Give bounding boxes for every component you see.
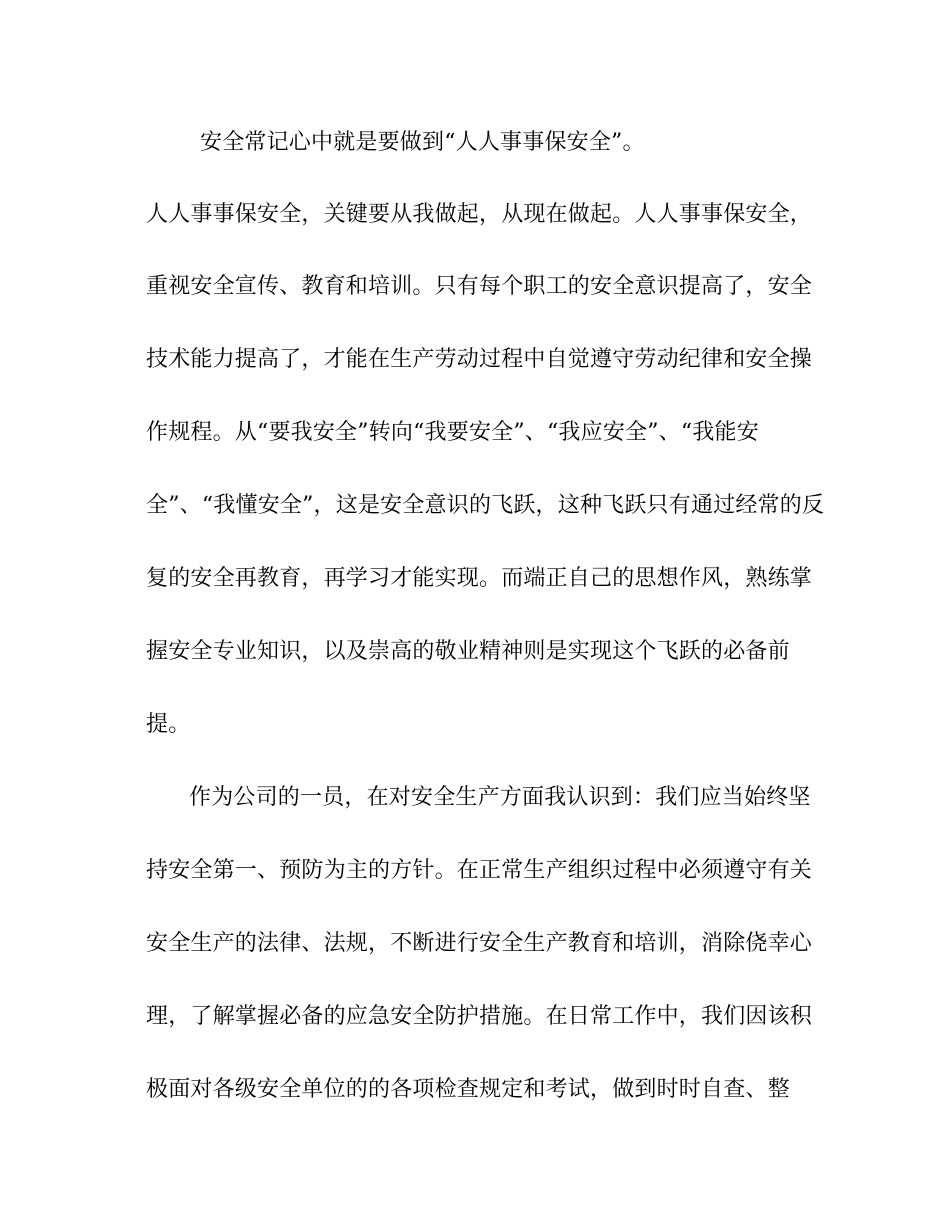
text-line-8: 握安全专业知识，以及崇高的敬业精神则是实现这个飞跃的必备前	[146, 639, 790, 664]
text-line-11: 持安全第一、预防为主的方针。在正常生产组织过程中必须遵守有关	[146, 858, 813, 883]
text-line-12: 安全生产的法律、法规，不断进行安全生产教育和培训，消除侥幸心	[146, 931, 813, 956]
text-line-6: 全”、“我懂安全”，这是安全意识的飞跃，这种飞跃只有通过经常的反	[146, 493, 825, 518]
text-line-9: 提。	[146, 712, 191, 737]
text-line-2: 人人事事保安全，关键要从我做起，从现在做起。人人事事保安全，	[146, 202, 813, 227]
text-line-7: 复的安全再教育，再学习才能实现。而端正自己的思想作风，熟练掌	[146, 566, 813, 591]
text-line-3: 重视安全宣传、教育和培训。只有每个职工的安全意识提高了，安全	[146, 274, 813, 299]
text-line-13: 理，了解掌握必备的应急安全防护措施。在日常工作中，我们因该积	[146, 1004, 813, 1029]
text-line-10: 作为公司的一员，在对安全生产方面我认识到：我们应当始终坚	[189, 785, 811, 810]
text-line-14: 极面对各级安全单位的的各项检查规定和考试，做到时时自查、整	[146, 1077, 790, 1102]
text-line-4: 技术能力提高了，才能在生产劳动过程中自觉遵守劳动纪律和安全操	[146, 347, 813, 372]
text-line-1: 安全常记心中就是要做到“人人事事保安全”。	[200, 130, 645, 155]
text-line-5: 作规程。从“要我安全”转向“我要安全”、“我应安全”、“我能安	[146, 420, 759, 445]
